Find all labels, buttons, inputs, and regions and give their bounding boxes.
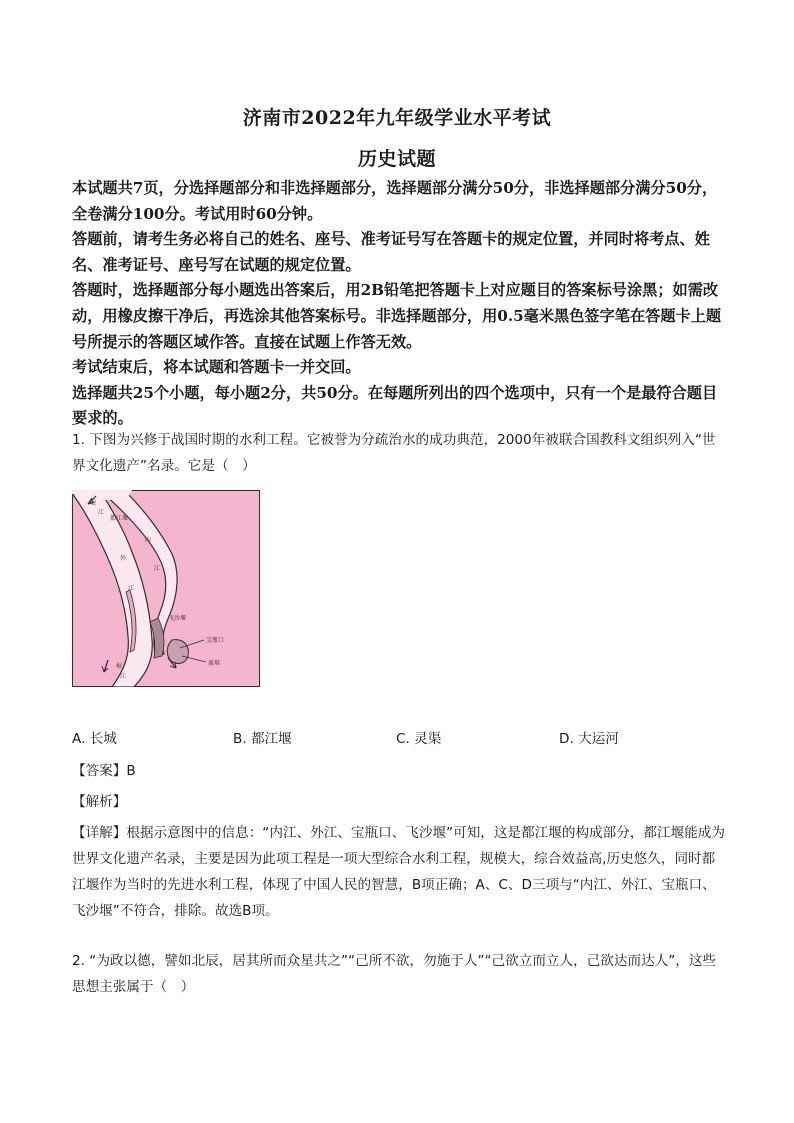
detail-text: 【详解】根据示意图中的信息：“内江、外江、宝瓶口、飞沙堰”可知，这是都江堰的构成部分，都江堰能成为世界文化遗产名录，主要是因为此项工程是一项大型综合水利工程，规模大，综合效益高,历史悠久，同时都江堰作为当时的先进水利工程，体现了中国人民的智慧，B项正确；A、C、D三项与“内江、外江、宝瓶口、飞沙堰”不符合，排除。故选B项。 (72, 825, 725, 919)
map-label-feishayan: 飞沙堰 (168, 615, 187, 622)
question-1-stem (72, 427, 726, 479)
question-2-text: 2. “为政以德，譬如北辰，居其所而众星共之”“己所不欲，勿施于人”“己欲立而立人，己欲达而达人”，这些思想主张属于（ ） (72, 953, 717, 995)
question-1-answer (72, 758, 726, 784)
instructions (72, 176, 724, 432)
question-2-stem (72, 948, 726, 1000)
instruction-2: 答题前，请考生务必将自己的姓名、座号、准考证号写在答题卡的规定位置，并同时将考点、姓名、准考证号、座号写在试题的规定位置。 (72, 230, 710, 274)
map-label-nei: 内 (145, 537, 152, 544)
exam-subtitle: 历史试题 (357, 148, 436, 170)
map-label-jiang-4: 江 (120, 673, 127, 680)
map-label-jiang-3: 江 (128, 585, 135, 592)
question-1-text: 1. 下图为兴修于战国时期的水利工程。它被誉为分疏治水的成功典范，2000年被联合国教科文组织列入“世界文化遗产”名录。它是（ ） (72, 432, 716, 474)
map-label-min: 岷 (90, 500, 97, 507)
instruction-5: 选择题共25个小题，每小题2分，共50分。在每题所列出的四个选项中，只有一个是最符合题目要求的。 (72, 383, 718, 428)
map-label-min-2: 岷 (116, 663, 123, 670)
option-b: B. 都江堰 (233, 731, 292, 747)
map-label-jiang-2: 江 (154, 565, 161, 572)
analysis-label: 【解析】 (72, 794, 127, 810)
instruction-3: 答题时，选择题部分每小题选出答案后，用2B铅笔把答题卡上对应题目的答案标号涂黑；如需改动，用橡皮擦干净后，再选涂其他答案标号。非选择题部分，用0.5毫米黑色签字笔在答题卡上题号所提示的答题区域作答。直接在试题上作答无效。 (72, 281, 722, 351)
exam-title: 济南市2022年九年级学业水平考试 (242, 107, 552, 129)
option-c: C. 灵渠 (396, 731, 442, 747)
question-1-detail (72, 820, 726, 924)
option-d: D. 大运河 (559, 731, 619, 747)
map-label-baopingkou: 宝瓶口 (206, 637, 225, 644)
option-a: A. 长城 (72, 731, 117, 747)
dujiangyan-map-image (72, 490, 260, 687)
map-label-jiang-1: 江 (98, 509, 105, 516)
answer-text: 【答案】B (72, 763, 136, 779)
instruction-4: 考试结束后，将本试题和答题卡一并交回。 (72, 358, 361, 377)
map-label-lidui: 离堆 (208, 660, 221, 667)
question-1-options (72, 727, 726, 753)
instruction-1: 本试题共7页，分选择题部分和非选择题部分，选择题部分满分50分，非选择题部分满分50分，全卷满分100分。考试用时60分钟。 (72, 179, 718, 223)
map-label-wai: 外 (120, 555, 127, 562)
map-label-dujiangyan: 都江堰 (110, 515, 129, 522)
question-1-analysis-label (72, 789, 726, 815)
